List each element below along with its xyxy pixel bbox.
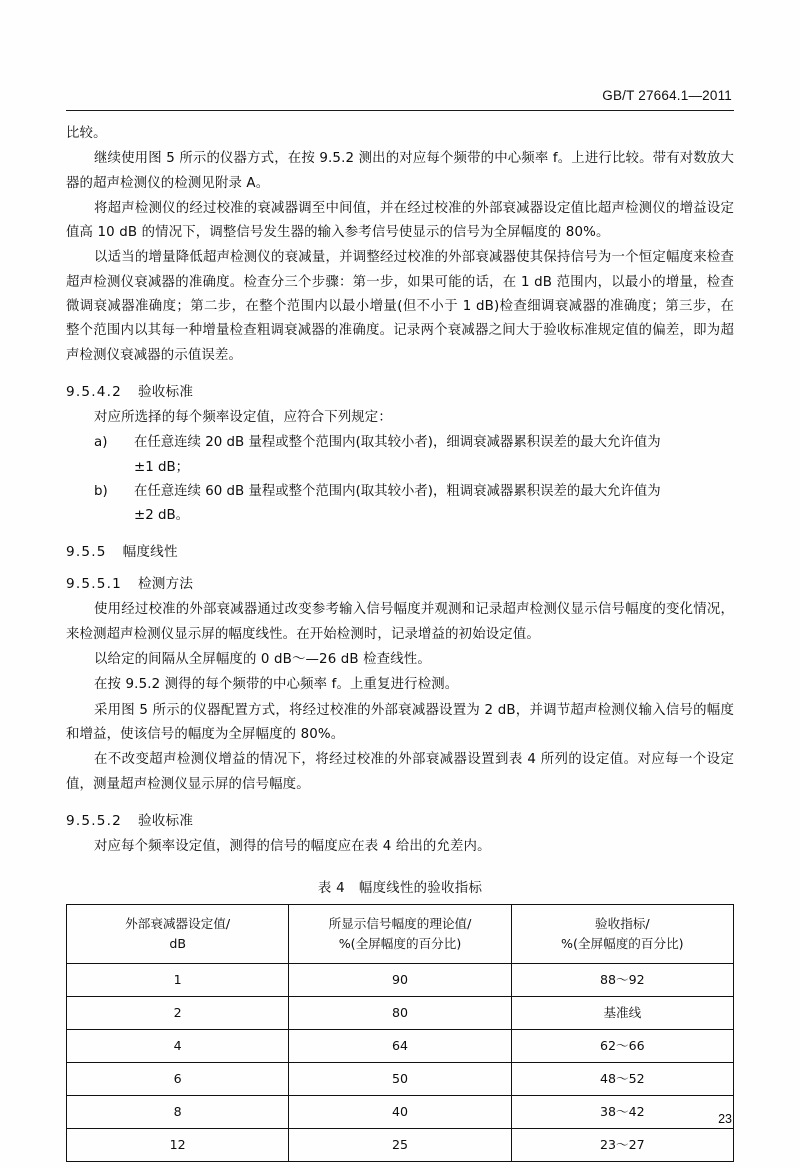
table-row: [67, 1030, 734, 1063]
clause-9-5-5-1-paragraph-2: 以给定的间隔从全屏幅度的 0 dB～—26 dB 检查线性。: [94, 652, 431, 668]
table-cell-attenuator: 12: [67, 1129, 289, 1162]
clause-9-5-5-1-paragraph-3: 在按 9.5.2 测得的每个频带的中心频率 f。上重复进行检测。: [94, 677, 459, 693]
header-line2: dB: [169, 936, 186, 952]
list-item-marker: b): [94, 483, 108, 499]
paragraph-1: 继续使用图 5 所示的仪器方式，在按 9.5.2 测出的对应每个频带的中心频率 f。上进行比较。带有对数放大器的超声检测仪的检测见附录 A。: [66, 151, 734, 191]
table-body: [67, 964, 734, 1162]
heading-9-5-4-2: [66, 380, 734, 400]
clause-9-5-5-2-paragraph-1: 对应每个频率设定值，测得的信号的幅度应在表 4 给出的允差内。: [94, 838, 491, 854]
header-line1: 外部衰减器设定值/: [125, 916, 231, 932]
table-header-cell-theoretical: [289, 905, 511, 964]
table-cell-attenuator: 1: [67, 964, 289, 997]
table-cell-attenuator: 2: [67, 997, 289, 1030]
table-cell-acceptance: 38～42: [511, 1096, 733, 1129]
table-row: [67, 1063, 734, 1096]
table-head: [67, 905, 734, 964]
table-cell-attenuator: 4: [67, 1030, 289, 1063]
header-line2: %(全屏幅度的百分比): [338, 936, 462, 952]
table-cell-theoretical: 64: [289, 1030, 511, 1063]
table-4-amplitude-linearity: [66, 904, 734, 1162]
heading-9-5-5-2-title: 验收标准: [137, 812, 194, 829]
table-row: [67, 1096, 734, 1129]
table-cell-acceptance: 23～27: [511, 1129, 733, 1162]
paragraph-continuation: 比较。: [66, 126, 107, 141]
paragraph-3: 以适当的增量降低超声检测仪的衰减量，并调整经过校准的外部衰减器使其保持信号为一个恒定幅度来检查超声检测仪衰减器的准确度。检查分三个步骤：第一步，如果可能的话，在 1 dB 范围内，以最小的增量，检查微调衰减器准确度；第二步，在整个范围内以最小增量(但不小于 1 dB)检查细调衰减器的准确度；第三步，在整个范围内以其每一种增量检查粗调衰减器的准确度。记录两个衰减器之间大于验收标准规定值的偏差，即为超声检测仪衰减器的示值误差。: [66, 250, 734, 363]
header-line1: 验收指标/: [595, 916, 650, 932]
clause-9-5-5-1-paragraph-5: 在不改变超声检测仪增益的情况下，将经过校准的外部衰减器设置到表 4 所列的设定值。对应每一个设定值，测量超声检测仪显示屏的信号幅度。: [66, 752, 734, 792]
table-cell-theoretical: 90: [289, 964, 511, 997]
table-row: [67, 1129, 734, 1162]
list-item-line2: ±1 dB；: [134, 459, 190, 475]
acceptance-criteria-list: [66, 431, 734, 528]
table-cell-attenuator: 6: [67, 1063, 289, 1096]
clause-9-5-5-1-paragraph-1: 使用经过校准的外部衰减器通过改变参考输入信号幅度并观测和记录超声检测仪显示信号幅度的变化情况，来检测超声检测仪显示屏的幅度线性。在开始检测时，记录增益的初始设定值。: [66, 602, 734, 642]
table-cell-theoretical: 80: [289, 997, 511, 1030]
table-header-cell-attenuator: [67, 905, 289, 964]
table-cell-acceptance: 48～52: [511, 1063, 733, 1096]
page-header-standard-id: GB/T 27664.1—2011: [602, 88, 732, 103]
table-row: [67, 964, 734, 997]
heading-9-5-5-1-title: 检测方法: [137, 576, 194, 593]
table-cell-theoretical: 40: [289, 1096, 511, 1129]
heading-9-5-5: [66, 540, 734, 560]
list-item-line1: 在任意连续 60 dB 量程或整个范围内(取其较小者)，粗调衰减器累积误差的最大允许值为: [134, 483, 661, 499]
list-item-text: [134, 431, 734, 480]
heading-9-5-5-2-number: 9.5.5.2: [66, 812, 122, 829]
list-item-text: [134, 480, 734, 529]
heading-9-5-5-1-number: 9.5.5.1: [66, 576, 122, 593]
table-4-label: 表 4: [317, 881, 345, 897]
table-cell-acceptance: 62～66: [511, 1030, 733, 1063]
paragraph-2: 将超声检测仪的经过校准的衰减器调至中间值，并在经过校准的外部衰减器设定值比超声检测仪的增益设定值高 10 dB 的情况下，调整信号发生器的输入参考信号使显示的信号为全屏幅度的 80%。: [66, 200, 734, 241]
table-header-cell-acceptance: [511, 905, 733, 964]
table-row: [67, 997, 734, 1030]
table-4-title: 幅度线性的验收指标: [358, 881, 483, 897]
header-line2: %(全屏幅度的百分比): [561, 936, 684, 952]
page-content: [66, 122, 734, 1162]
heading-9-5-4-2-title: 验收标准: [137, 383, 194, 400]
heading-9-5-4-2-number: 9.5.4.2: [66, 383, 122, 400]
clause-9-5-5-1-paragraph-4: 采用图 5 所示的仪器配置方式，将经过校准的外部衰减器设置为 2 dB，并调节超声检测仪输入信号的幅度和增益，使该信号的幅度为全屏幅度的 80%。: [66, 702, 734, 742]
table-4-caption: [66, 877, 734, 896]
table-cell-theoretical: 25: [289, 1129, 511, 1162]
page-number: 23: [718, 1112, 732, 1126]
heading-9-5-5-title: 幅度线性: [122, 544, 178, 561]
table-cell-acceptance: 88～92: [511, 964, 733, 997]
heading-9-5-5-1: [66, 572, 734, 592]
header-rule: [66, 110, 734, 111]
list-item: [94, 431, 734, 480]
heading-9-5-5-2: [66, 809, 734, 829]
list-item: [94, 480, 734, 529]
heading-9-5-5-number: 9.5.5: [66, 544, 107, 561]
table-header-row: [67, 905, 734, 964]
list-item-line2: ±2 dB。: [134, 508, 190, 524]
table-cell-acceptance: 基准线: [511, 997, 733, 1030]
list-item-line1: 在任意连续 20 dB 量程或整个范围内(取其较小者)，细调衰减器累积误差的最大允许值为: [134, 435, 661, 451]
header-line1: 所显示信号幅度的理论值/: [328, 916, 472, 932]
table-cell-attenuator: 8: [67, 1096, 289, 1129]
table-cell-theoretical: 50: [289, 1063, 511, 1096]
clause-9-5-4-2-intro: 对应所选择的每个频率设定值，应符合下列规定：: [94, 409, 392, 425]
list-item-marker: a): [94, 435, 108, 451]
